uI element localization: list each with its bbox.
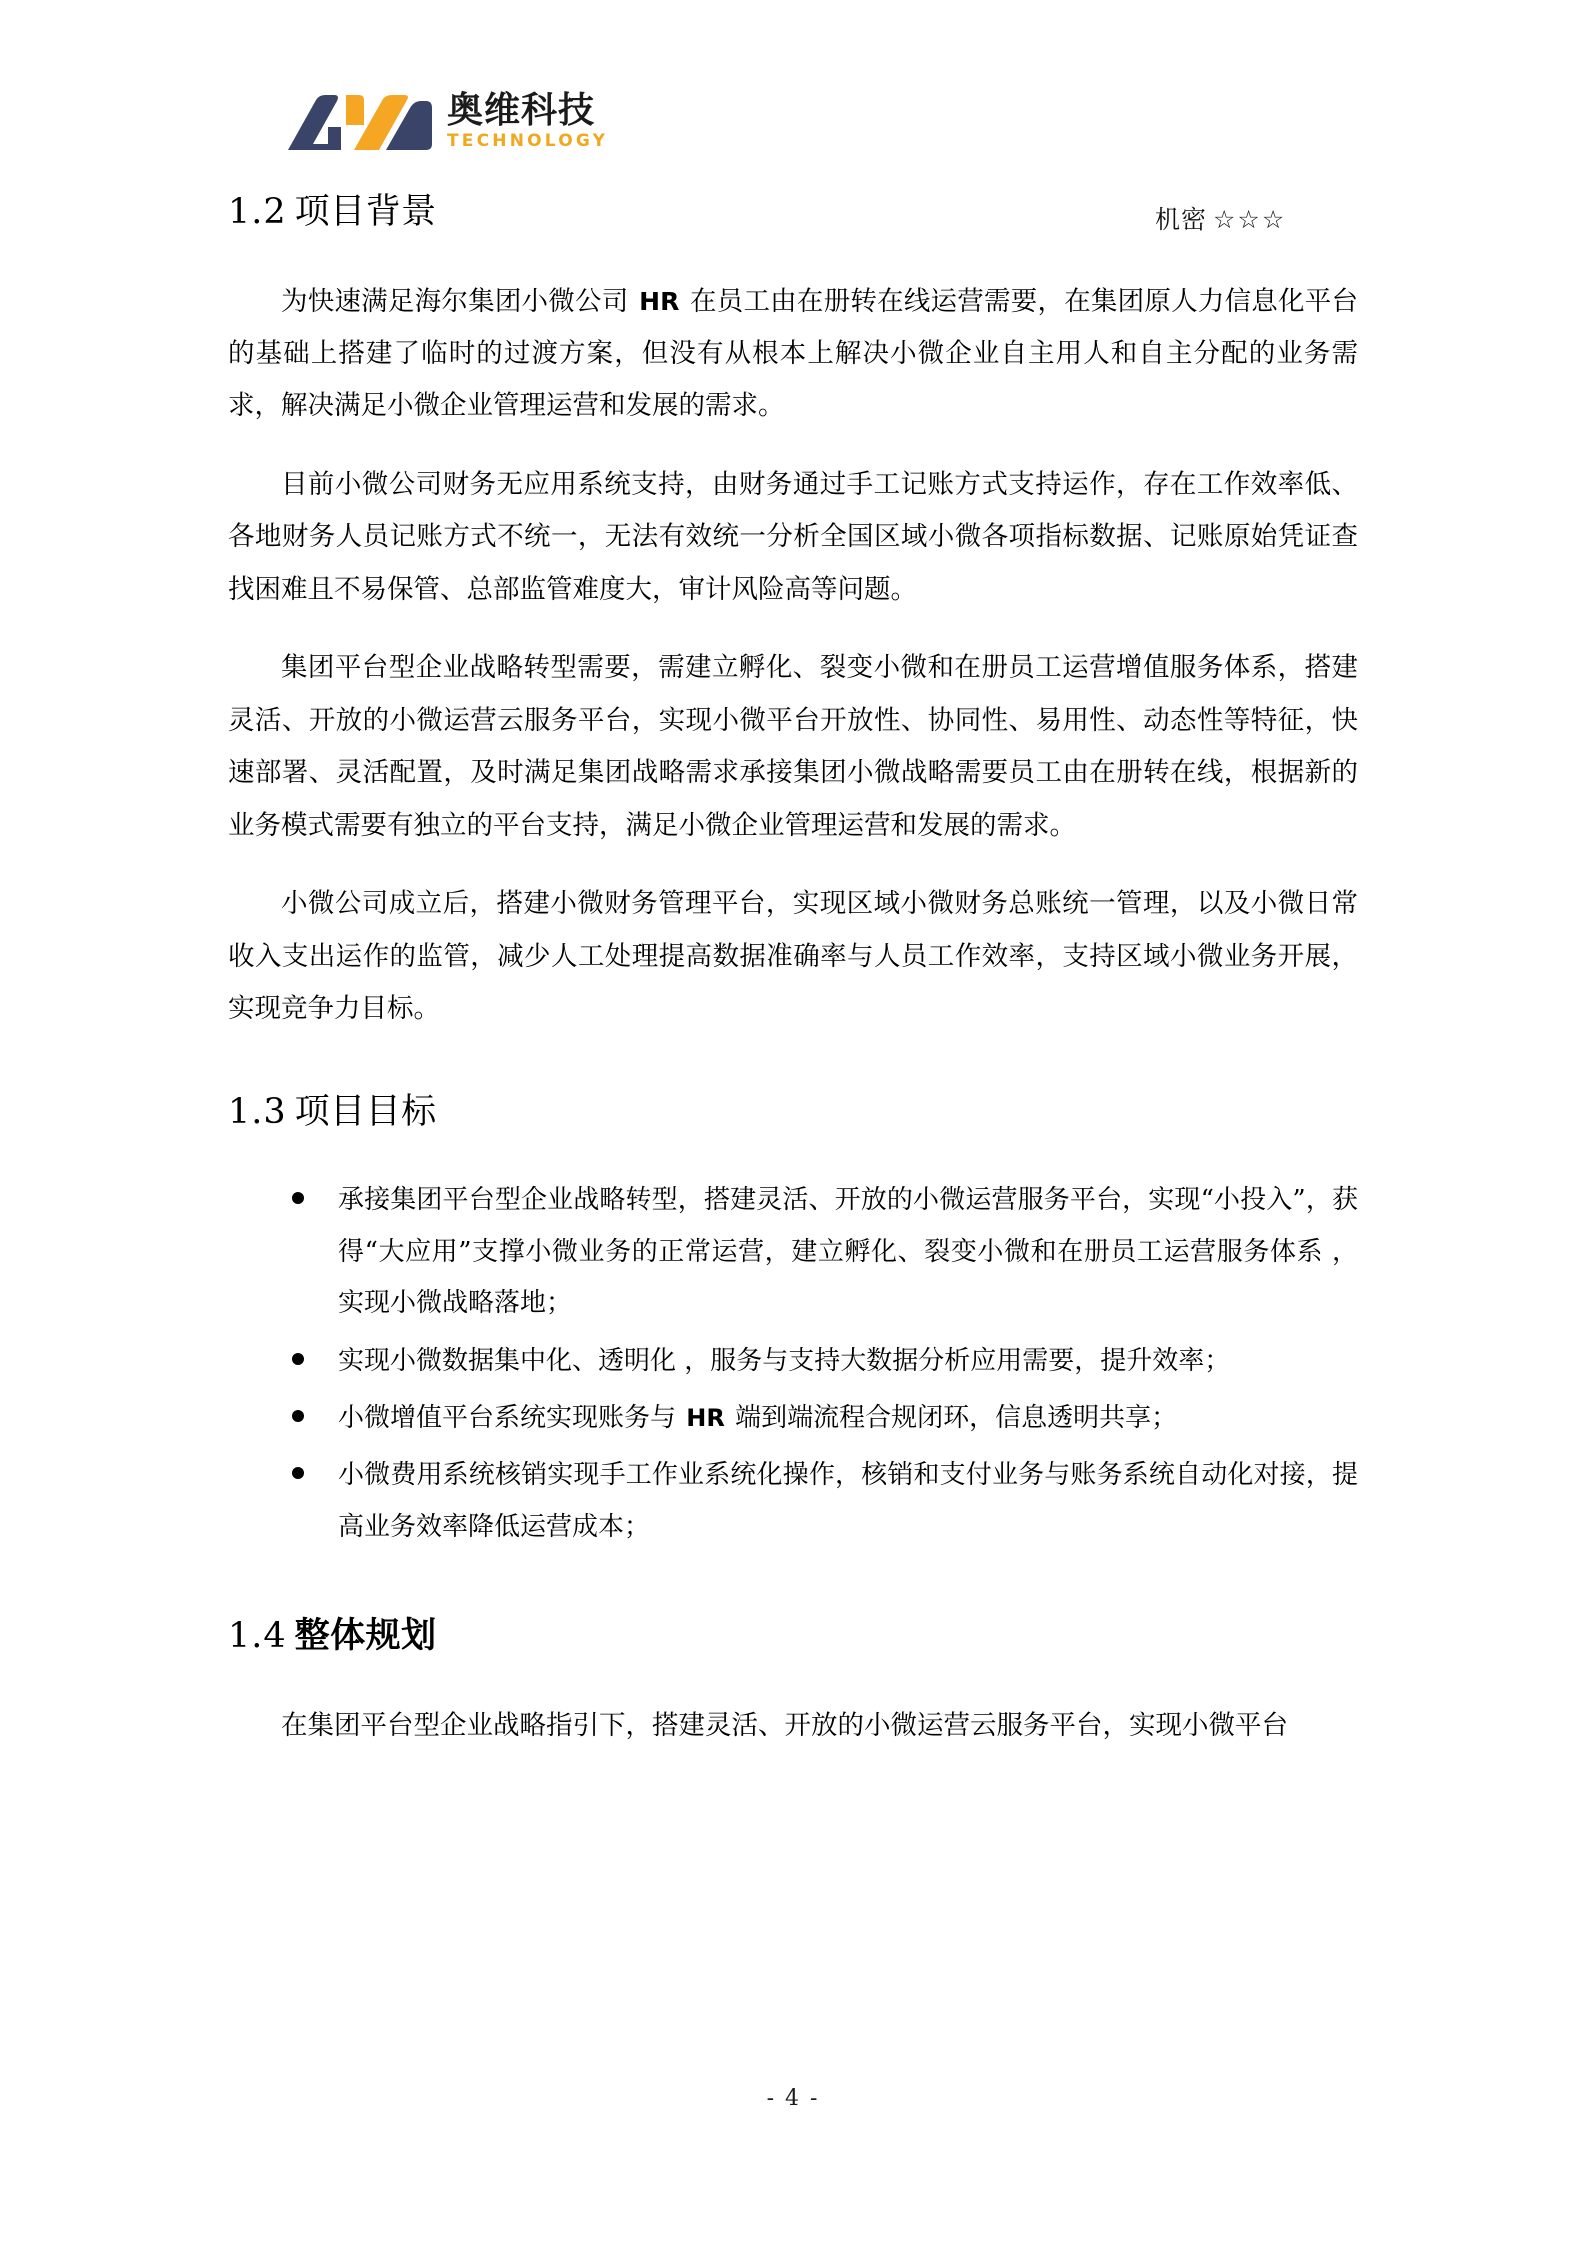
list-item [280,1336,1358,1387]
confidentiality-stars: ☆☆☆ [1213,205,1287,234]
paragraph [228,276,1358,433]
paragraph [228,878,1358,1035]
logo-company-cn: 奥维科技 [447,90,596,132]
page-footer [0,2086,1586,2111]
confidentiality-label: 机密 [1155,205,1208,234]
paragraph [228,1700,1358,1752]
text-run: 承接集团平台型企业战略转型，搭建灵活、开放的小微运营服务平台，实现“小投入”，获得“大应用”支撑小微业务的正常运营，建立孵化、裂变小微和在册员工运营服务体系 ，实现小微战略落地； [338,1185,1358,1319]
bullet-dot-icon [292,1353,304,1365]
list-item [280,1393,1358,1444]
section-heading-1-2 [228,190,1358,236]
logo-company-en: TECHNOLOGY [447,131,609,151]
text-run-latin: HR [686,1403,725,1432]
text-run: 集团平台型企业战略转型需要，需建立孵化、裂变小微和在册员工运营增值服务体系，搭建灵活、开放的小微运营云服务平台，实现小微平台开放性、协同性、易用性、动态性等特征，快速部署、灵活配置，及时满足集团战略需求承接集团小微战略需要员工由在册转在线，根据新的业务模式需要有独立的平台支持，满足小微企业管理运营和发展的需求。 [228,652,1358,841]
section-number: 1.3 [228,1091,287,1132]
text-run: 小微费用系统核销实现手工作业系统化操作，核销和支付业务与账务系统自动化对接，提高业务效率降低运营成本； [338,1460,1358,1542]
list-item [280,1175,1358,1329]
text-run: 在集团平台型企业战略指引下，搭建灵活、开放的小微运营云服务平台，实现小微平台 [281,1709,1288,1741]
logo-wordmark [447,90,609,152]
text-run: 端到端流程合规闭环，信息透明共享； [726,1402,1178,1433]
text-run: 为快速满足海尔集团小微公司 [281,285,638,317]
bullet-dot-icon [292,1467,304,1479]
ava-logo-icon [258,94,433,152]
bullet-dot-icon [292,1192,304,1204]
objectives-list-wrapper [280,1175,1358,1553]
section-title: 整体规划 [294,1615,437,1657]
section-number: 1.2 [228,192,287,232]
paragraph [228,459,1358,616]
section-heading-1-4 [228,1613,1358,1660]
section-number: 1.4 [228,1616,287,1657]
company-logo [258,86,608,152]
text-run: 在员工由在册转在线运营需要，在集团原人力信息化平台的基础上搭建了临时的过渡方案，但没有从根本上解决小微企业自主用人和自主分配的业务需求，解决满足小微企业管理运营和发展的需求。 [228,285,1358,422]
section-title: 项目目标 [294,1091,437,1132]
text-run: 实现小微数据集中化、透明化 ，服务与支持大数据分析应用需要，提升效率； [338,1345,1231,1376]
page-number: - 4 - [766,2086,820,2111]
document-body [228,190,1358,1752]
text-run-latin: HR [639,286,680,316]
paragraph [228,642,1358,852]
bullet-dot-icon [292,1410,304,1422]
text-run: 目前小微公司财务无应用系统支持，由财务通过手工记账方式支持运作，存在工作效率低、各地财务人员记账方式不统一，无法有效统一分析全国区域小微各项指标数据、记账原始凭证查找困难且不易保管、总部监管难度大，审计风险高等问题。 [228,468,1358,605]
section-heading-1-3 [228,1090,1358,1136]
text-run: 小微公司成立后，搭建小微财务管理平台，实现区域小微财务总账统一管理，以及小微日常收入支出运作的监管，减少人工处理提高数据准确率与人员工作效率，支持区域小微业务开展，实现竞争力目标。 [228,888,1358,1025]
list-item [280,1450,1358,1553]
section-title: 项目背景 [294,192,437,232]
text-run: 小微增值平台系统实现账务与 [338,1402,685,1433]
objectives-list [280,1175,1358,1553]
